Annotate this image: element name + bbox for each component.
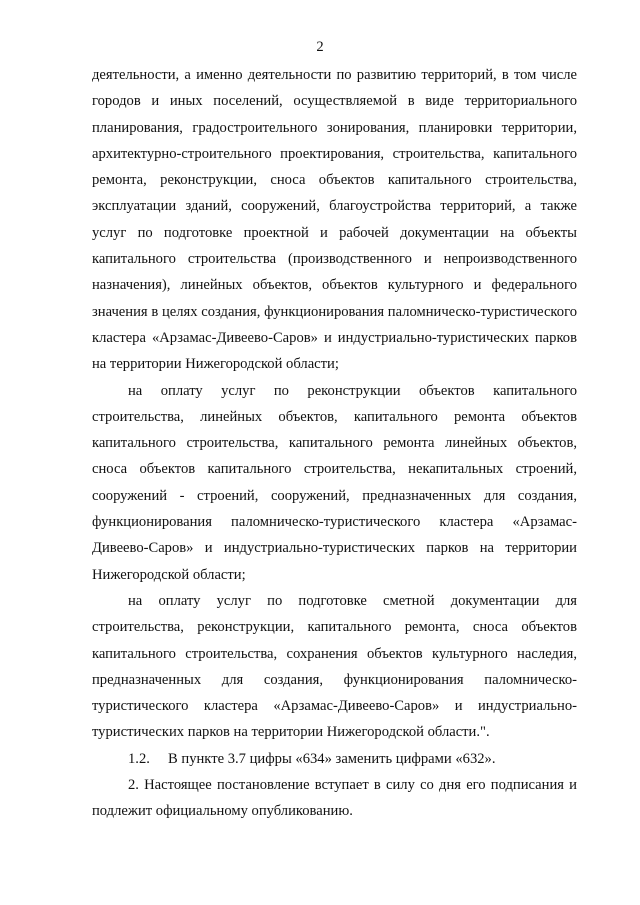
paragraph-estimate-documentation: на оплату услуг по подготовке сметной документации для строительства, реконструкции, капитального ремонта, сноса объектов капитального строительства, сохранения объектов культурного наследия, предназначенных для создания, функционирования паломническо-туристического кластера «Арзамас-Дивеево-Саров» и индустриально-туристических парков на территории Нижегородской области.".	[92, 592, 577, 741]
item-1-2-number: 1.2.	[128, 750, 150, 767]
page-number: 2	[316, 39, 324, 55]
paragraph-continuation: деятельности, а именно деятельности по развитию территорий, в том числе городов и иных поселений, осуществляемой в виде территориального планирования, градостроительного зонирования, планировки территории, архитектурно-строительного проектирования, строительства, капитального ремонта, реконструкции, сноса объектов капитального строительства, эксплуатации зданий, сооружений, благоустройства территорий, а также услуг по подготовке проектной и рабочей документации на объекты капитального строительства (производственного и непроизводственного назначения), линейных объектов, объектов культурного и федерального значения в целях создания, функционирования паломническо-туристического кластера «Арзамас-Дивеево-Саров» и индустриально-туристических парков на территории Нижегородской области;	[92, 67, 577, 373]
item-1-2	[92, 746, 577, 772]
paragraph-reconstruction-services: на оплату услуг по реконструкции объектов капитального строительства, линейных объектов, капитального ремонта объектов капитального строительства, капитального ремонта линейных объектов, сноса объектов капитального строительства, некапитальных строений, сооружений - строений, сооружений, предназначенных для создания, функционирования паломническо-туристического кластера «Арзамас-Дивеево-Саров» и индустриально-туристических парков на территории Нижегородской области;	[92, 382, 577, 583]
item-2-effective-date: 2. Настоящее постановление вступает в силу со дня его подписания и подлежит официальному опубликованию.	[92, 777, 577, 820]
item-1-2-text: В пункте 3.7 цифры «634» заменить цифрами «632».	[168, 750, 496, 767]
document-body	[92, 62, 577, 825]
